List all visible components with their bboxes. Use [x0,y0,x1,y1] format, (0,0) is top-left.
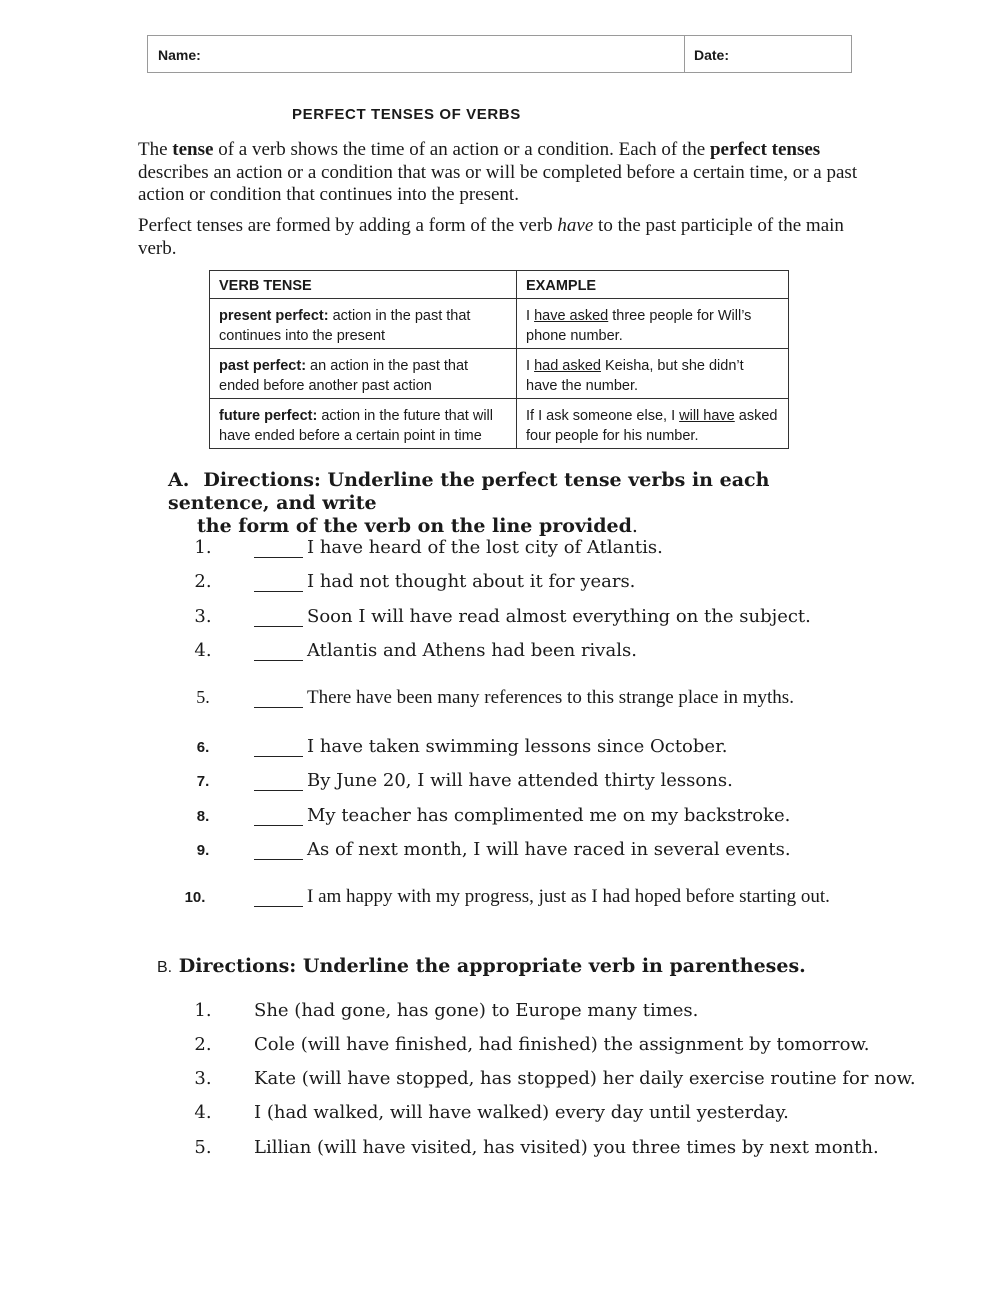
sentence-text: As of next month, I will have raced in several events. [307,839,791,860]
intro-text: of a verb shows the time of an action or a condition. Each of the [213,139,710,160]
sentence-text: There have been many references to this strange place in myths. [307,687,794,708]
sentence-text: I am happy with my progress, just as I had hoped before starting out. [307,886,830,907]
item-number: 6. [196,739,210,756]
answer-blank[interactable] [254,756,303,757]
tense-term: present perfect: [219,308,329,324]
table-row [210,299,789,349]
sentence-text: Lillian (will have visited, has visited) you three times by next month. [254,1137,879,1158]
sentence-text: Atlantis and Athens had been rivals. [307,640,637,661]
example-text: Keisha, but she didn’t have the number. [526,358,744,394]
section-b-directions [157,955,857,979]
sentence-text: Soon I will have read almost everything on the subject. [307,606,811,627]
table-row [210,399,789,449]
tense-cell [210,399,517,449]
table-header-cell: VERB TENSE [210,271,517,299]
intro-text: The [138,139,173,160]
table-header-row [210,271,789,299]
answer-blank[interactable] [254,557,303,558]
intro-term-perfect-tenses: perfect tenses [709,139,821,160]
intro-paragraph-1 [138,139,858,207]
answer-blank[interactable] [254,660,303,661]
item-number: 1. [194,537,212,558]
tense-desc: an action in the past that ended before another past action [219,358,469,394]
answer-blank[interactable] [254,591,303,592]
section-a-directions [168,469,868,538]
section-b-letter: B. [157,959,173,976]
tense-term: past perfect: [219,358,307,374]
example-text: I [526,358,535,374]
table-row [210,349,789,399]
answer-blank[interactable] [254,859,303,860]
name-date-divider [684,36,685,72]
sentence-text: I have heard of the lost city of Atlantis. [307,537,663,558]
example-text: If I ask someone else, I [526,408,680,424]
section-a-line2-text: the form of the verb on the line provided [197,515,632,537]
section-a-line-2 [168,515,868,538]
date-label: Date: [694,47,730,63]
intro-term-have: have [557,215,594,236]
sentence-text: Kate (will have stopped, has stopped) her daily exercise routine for now. [254,1068,916,1089]
tense-cell [210,349,517,399]
example-verb: have asked [534,308,609,324]
table-header-cell: EXAMPLE [517,271,789,299]
worksheet-title: PERFECT TENSES OF VERBS [292,106,521,123]
intro-text: describes an action or a condition that was or will be completed before a certain time, or a past action or condition that continues into the present. [138,161,858,205]
tense-cell [210,299,517,349]
sentence-text: I have taken swimming lessons since October. [307,736,728,757]
section-a-letter: A. [168,469,190,491]
tense-term: future perfect: [219,408,318,424]
answer-blank[interactable] [254,626,303,627]
example-text: three people for Will’s phone number. [526,308,752,344]
sentence-text: By June 20, I will have attended thirty lessons. [307,770,733,791]
section-a-line2-end: . [631,515,638,537]
answer-blank[interactable] [254,825,303,826]
item-number: 1. [194,1000,212,1021]
section-b-directions-text: Directions: Underline the appropriate verb in parentheses. [178,955,806,977]
section-a-line-1 [168,469,868,515]
intro-paragraph-2 [138,215,858,260]
item-number: 2. [194,1034,212,1055]
sentence-text: My teacher has complimented me on my backstroke. [307,805,791,826]
item-number: 4. [194,1102,212,1123]
name-label: Name: [158,47,201,63]
example-cell [517,349,789,399]
intro-text: Perfect tenses are formed by adding a form of the verb [138,215,558,236]
verb-tense-table [209,270,789,449]
item-number: 9. [196,842,210,859]
example-text: I [526,308,535,324]
example-cell [517,299,789,349]
sentence-text: I had not thought about it for years. [307,571,636,592]
item-number: 4. [194,640,212,661]
tense-desc: action in the past that continues into the present [219,308,471,344]
tense-desc: action in the future that will have ended before a certain point in time [219,408,494,444]
intro-term-tense: tense [172,139,214,160]
item-number: 10. [184,889,206,906]
example-cell [517,399,789,449]
section-a-line1-text: Directions: Underline the perfect tense verbs in each sentence, and write [168,469,770,514]
item-number: 7. [196,773,210,790]
item-number: 3. [194,606,212,627]
example-verb: will have [679,408,735,424]
item-number: 8. [196,808,210,825]
answer-blank[interactable] [254,790,303,791]
sentence-text: Cole (will have finished, had finished) the assignment by tomorrow. [254,1034,870,1055]
sentence-text: She (had gone, has gone) to Europe many times. [254,1000,699,1021]
item-number: 5. [194,1137,212,1158]
sentence-text: I (had walked, will have walked) every day until yesterday. [254,1102,789,1123]
intro-text: to the past participle of the main verb. [138,215,844,259]
item-number: 2. [194,571,212,592]
item-number: 5. [196,687,210,707]
example-verb: had asked [534,358,601,374]
answer-blank[interactable] [254,906,303,907]
answer-blank[interactable] [254,707,303,708]
item-number: 3. [194,1068,212,1089]
name-date-box [147,35,852,73]
example-text: asked four people for his number. [526,408,778,444]
